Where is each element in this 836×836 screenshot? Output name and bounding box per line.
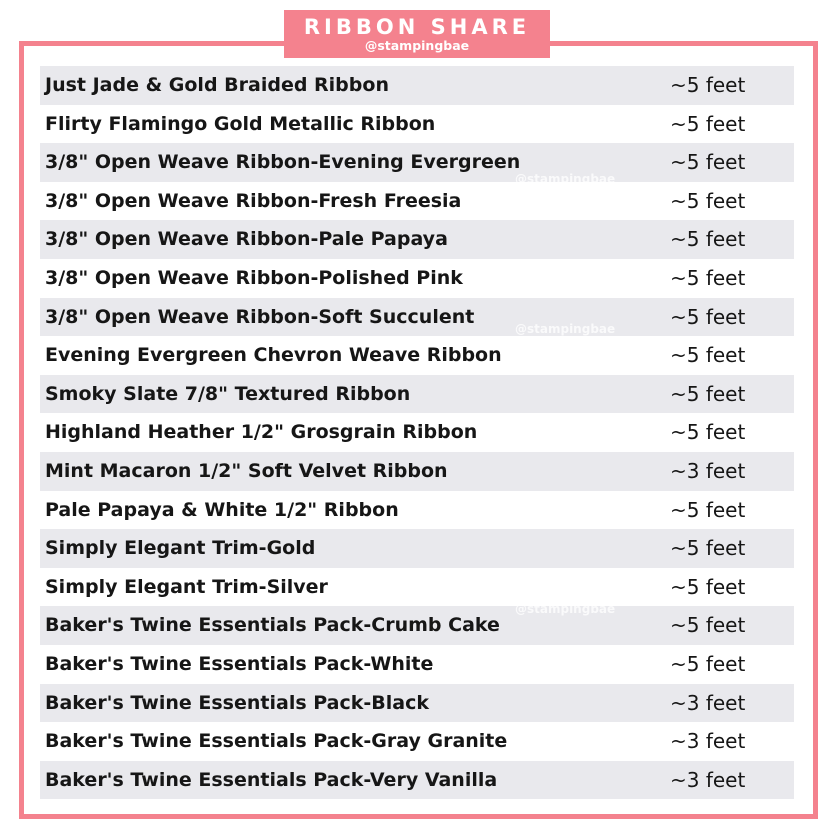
- list-item: [40, 143, 794, 182]
- list-item: [40, 684, 794, 723]
- item-amount: ~5 feet: [670, 613, 746, 638]
- list-item: [40, 336, 794, 375]
- item-amount: ~5 feet: [670, 304, 746, 329]
- item-amount: ~3 feet: [670, 767, 746, 792]
- list-item: [40, 220, 794, 259]
- item-amount: ~5 feet: [670, 150, 746, 175]
- list-item: [40, 761, 794, 800]
- list-item: [40, 66, 794, 105]
- item-amount: ~3 feet: [670, 690, 746, 715]
- header-badge: [284, 10, 550, 58]
- item-name: Just Jade & Gold Braided Ribbon: [45, 74, 389, 96]
- item-amount: ~5 feet: [670, 265, 746, 290]
- item-name: Mint Macaron 1/2" Soft Velvet Ribbon: [45, 459, 448, 482]
- item-name: Pale Papaya & White 1/2" Ribbon: [45, 498, 399, 521]
- item-amount: ~5 feet: [670, 381, 746, 406]
- item-amount: ~5 feet: [670, 343, 746, 368]
- list-item: [40, 259, 794, 298]
- item-amount: ~5 feet: [670, 227, 746, 252]
- item-amount: ~3 feet: [670, 458, 746, 483]
- item-name: Flirty Flamingo Gold Metallic Ribbon: [45, 112, 436, 135]
- list-item: [40, 568, 794, 607]
- list-item: [40, 105, 794, 144]
- item-name: 3/8" Open Weave Ribbon-Soft Succulent: [45, 305, 475, 328]
- item-amount: ~5 feet: [670, 574, 746, 599]
- list-item: [40, 413, 794, 452]
- item-name: Simply Elegant Trim-Silver: [45, 575, 328, 598]
- item-amount: ~5 feet: [670, 188, 746, 213]
- list-item: [40, 298, 794, 337]
- item-name: Baker's Twine Essentials Pack-White: [45, 652, 434, 675]
- item-name: Evening Evergreen Chevron Weave Ribbon: [45, 344, 502, 367]
- item-name: Smoky Slate 7/8" Textured Ribbon: [45, 382, 411, 405]
- item-name: 3/8" Open Weave Ribbon-Evening Evergreen: [45, 151, 521, 174]
- item-name: Highland Heather 1/2" Grosgrain Ribbon: [45, 421, 478, 444]
- list-item: [40, 182, 794, 221]
- list-item: [40, 375, 794, 414]
- list-item: [40, 491, 794, 530]
- watermark: @stampingbae: [515, 322, 616, 336]
- item-name: Baker's Twine Essentials Pack-Gray Granite: [45, 730, 508, 753]
- item-amount: ~5 feet: [670, 536, 746, 561]
- item-name: Baker's Twine Essentials Pack-Very Vanilla: [45, 768, 498, 791]
- item-name: 3/8" Open Weave Ribbon-Fresh Freesia: [45, 189, 462, 212]
- item-amount: ~5 feet: [670, 420, 746, 445]
- header-handle: @stampingbae: [364, 38, 470, 53]
- item-name: 3/8" Open Weave Ribbon-Polished Pink: [45, 266, 463, 289]
- item-name: 3/8" Open Weave Ribbon-Pale Papaya: [45, 228, 448, 251]
- list-item: [40, 645, 794, 684]
- item-amount: ~5 feet: [670, 497, 746, 522]
- page-title: RIBBON SHARE: [303, 15, 531, 39]
- list-item: [40, 452, 794, 491]
- list-item: [40, 606, 794, 645]
- item-name: Baker's Twine Essentials Pack-Crumb Cake: [45, 614, 500, 637]
- item-name: Baker's Twine Essentials Pack-Black: [45, 691, 429, 714]
- item-amount: ~5 feet: [670, 73, 746, 97]
- item-amount: ~3 feet: [670, 729, 746, 754]
- item-name: Simply Elegant Trim-Gold: [45, 537, 316, 560]
- list-item: [40, 722, 794, 761]
- watermark: @stampingbae: [515, 172, 616, 186]
- item-amount: ~5 feet: [670, 651, 746, 676]
- list-item: [40, 529, 794, 568]
- watermark: @stampingbae: [515, 602, 616, 616]
- item-amount: ~5 feet: [670, 111, 746, 136]
- ribbon-list: [40, 66, 794, 799]
